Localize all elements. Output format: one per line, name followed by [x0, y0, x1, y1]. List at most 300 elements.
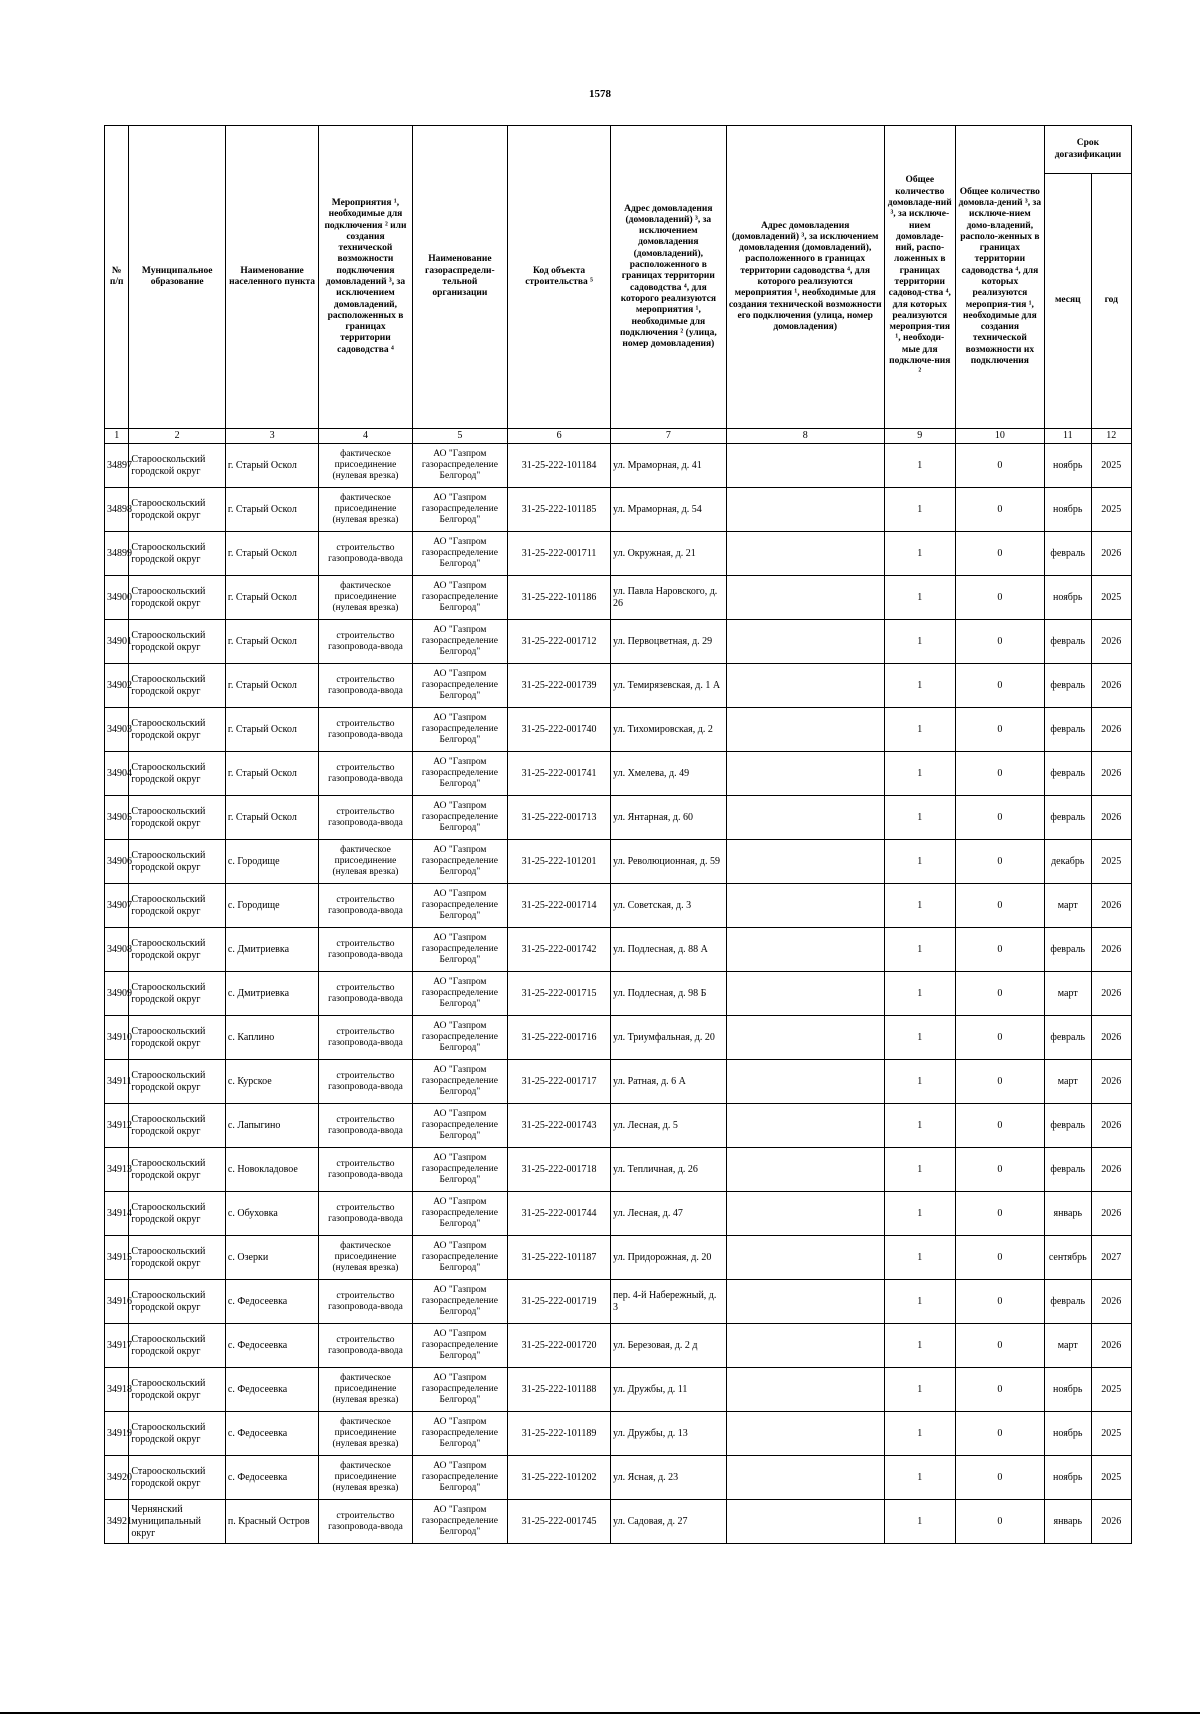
- column-index: 4: [319, 429, 412, 444]
- address-capability-cell: [726, 1280, 884, 1324]
- gas-organization-cell: АО "Газпром газораспределение Белгород": [412, 972, 507, 1016]
- municipality-cell: Старооскольский городской округ: [129, 708, 226, 752]
- address-connection-cell: ул. Подлесная, д. 98 Б: [611, 972, 727, 1016]
- column-index: 9: [884, 429, 955, 444]
- measure-cell: фактическое присоединение (нулевая врезка): [319, 1412, 412, 1456]
- gas-organization-cell: АО "Газпром газораспределение Белгород": [412, 444, 507, 488]
- row-number: 34897: [105, 444, 129, 488]
- gas-organization-cell: АО "Газпром газораспределение Белгород": [412, 796, 507, 840]
- object-code-cell: 31-25-222-001719: [508, 1280, 611, 1324]
- municipality-cell: Старооскольский городской округ: [129, 1148, 226, 1192]
- table-row: [105, 1148, 1132, 1192]
- municipality-cell: Старооскольский городской округ: [129, 444, 226, 488]
- row-number: 34912: [105, 1104, 129, 1148]
- term-year-cell: 2026: [1091, 1324, 1131, 1368]
- table-row: [105, 928, 1132, 972]
- term-month-cell: ноябрь: [1044, 1412, 1091, 1456]
- object-code-cell: 31-25-222-001715: [508, 972, 611, 1016]
- table-row: [105, 1280, 1132, 1324]
- object-code-cell: 31-25-222-001712: [508, 620, 611, 664]
- table-row: [105, 752, 1132, 796]
- table-row: [105, 444, 1132, 488]
- row-number: 34910: [105, 1016, 129, 1060]
- address-connection-cell: ул. Павла Наровского, д. 26: [611, 576, 727, 620]
- settlement-cell: г. Старый Оскол: [225, 708, 318, 752]
- address-capability-cell: [726, 708, 884, 752]
- header-settlement: Наименование населенного пункта: [225, 126, 318, 429]
- row-number: 34920: [105, 1456, 129, 1500]
- row-number: 34900: [105, 576, 129, 620]
- municipality-cell: Старооскольский городской округ: [129, 1368, 226, 1412]
- gas-organization-cell: АО "Газпром газораспределение Белгород": [412, 664, 507, 708]
- object-code-cell: 31-25-222-001713: [508, 796, 611, 840]
- address-capability-cell: [726, 1324, 884, 1368]
- row-number: 34913: [105, 1148, 129, 1192]
- header-municipality: Муниципальное образование: [129, 126, 226, 429]
- gas-organization-cell: АО "Газпром газораспределение Белгород": [412, 1236, 507, 1280]
- table-row: [105, 620, 1132, 664]
- municipality-cell: Старооскольский городской округ: [129, 840, 226, 884]
- row-number: 34903: [105, 708, 129, 752]
- row-number: 34919: [105, 1412, 129, 1456]
- gas-organization-cell: АО "Газпром газораспределение Белгород": [412, 620, 507, 664]
- measure-cell: строительство газопровода-ввода: [319, 752, 412, 796]
- address-capability-cell: [726, 620, 884, 664]
- table-row: [105, 1324, 1132, 1368]
- term-month-cell: февраль: [1044, 1280, 1091, 1324]
- count-capability-cell: 0: [955, 1456, 1044, 1500]
- term-year-cell: 2026: [1091, 1280, 1131, 1324]
- count-connection-cell: 1: [884, 1148, 955, 1192]
- count-connection-cell: 1: [884, 664, 955, 708]
- address-capability-cell: [726, 576, 884, 620]
- municipality-cell: Чернянский муниципальный округ: [129, 1500, 226, 1544]
- table-row: [105, 1500, 1132, 1544]
- count-connection-cell: 1: [884, 1412, 955, 1456]
- table-row: [105, 708, 1132, 752]
- address-connection-cell: ул. Окружная, д. 21: [611, 532, 727, 576]
- row-number: 34901: [105, 620, 129, 664]
- address-connection-cell: ул. Мраморная, д. 54: [611, 488, 727, 532]
- address-capability-cell: [726, 1060, 884, 1104]
- term-year-cell: 2026: [1091, 972, 1131, 1016]
- row-number: 34899: [105, 532, 129, 576]
- gas-organization-cell: АО "Газпром газораспределение Белгород": [412, 708, 507, 752]
- gas-organization-cell: АО "Газпром газораспределение Белгород": [412, 1500, 507, 1544]
- object-code-cell: 31-25-222-001718: [508, 1148, 611, 1192]
- measure-cell: фактическое присоединение (нулевая врезка): [319, 840, 412, 884]
- term-month-cell: ноябрь: [1044, 444, 1091, 488]
- term-month-cell: сентябрь: [1044, 1236, 1091, 1280]
- object-code-cell: 31-25-222-101189: [508, 1412, 611, 1456]
- bottom-rule: [0, 1712, 1200, 1714]
- term-month-cell: февраль: [1044, 1016, 1091, 1060]
- column-index: 7: [611, 429, 727, 444]
- municipality-cell: Старооскольский городской округ: [129, 1060, 226, 1104]
- settlement-cell: с. Новокладовое: [225, 1148, 318, 1192]
- measure-cell: фактическое присоединение (нулевая врезка): [319, 444, 412, 488]
- count-connection-cell: 1: [884, 620, 955, 664]
- table-row: [105, 1192, 1132, 1236]
- count-connection-cell: 1: [884, 1192, 955, 1236]
- count-connection-cell: 1: [884, 1500, 955, 1544]
- gas-organization-cell: АО "Газпром газораспределение Белгород": [412, 1324, 507, 1368]
- term-month-cell: март: [1044, 972, 1091, 1016]
- count-capability-cell: 0: [955, 840, 1044, 884]
- term-year-cell: 2025: [1091, 1368, 1131, 1412]
- settlement-cell: г. Старый Оскол: [225, 664, 318, 708]
- term-month-cell: март: [1044, 1060, 1091, 1104]
- count-capability-cell: 0: [955, 620, 1044, 664]
- count-capability-cell: 0: [955, 1500, 1044, 1544]
- term-year-cell: 2026: [1091, 928, 1131, 972]
- count-connection-cell: 1: [884, 1324, 955, 1368]
- settlement-cell: г. Старый Оскол: [225, 488, 318, 532]
- header-year: год: [1091, 174, 1131, 429]
- address-capability-cell: [726, 840, 884, 884]
- count-capability-cell: 0: [955, 1324, 1044, 1368]
- municipality-cell: Старооскольский городской округ: [129, 1104, 226, 1148]
- municipality-cell: Старооскольский городской округ: [129, 884, 226, 928]
- term-month-cell: февраль: [1044, 664, 1091, 708]
- address-capability-cell: [726, 444, 884, 488]
- measure-cell: строительство газопровода-ввода: [319, 532, 412, 576]
- term-month-cell: февраль: [1044, 796, 1091, 840]
- settlement-cell: г. Старый Оскол: [225, 796, 318, 840]
- header-count-capability: Общее количество домовла-дений ³, за исключе-нием домо-владений, располо-женных в границах территории садоводства ⁴, для которых реализуются мероприя-тия ¹, необходимые для создания технической возможности их подключения: [955, 126, 1044, 429]
- count-capability-cell: 0: [955, 752, 1044, 796]
- column-index: 2: [129, 429, 226, 444]
- count-capability-cell: 0: [955, 576, 1044, 620]
- object-code-cell: 31-25-222-101187: [508, 1236, 611, 1280]
- address-capability-cell: [726, 796, 884, 840]
- settlement-cell: с. Каплино: [225, 1016, 318, 1060]
- address-capability-cell: [726, 928, 884, 972]
- count-capability-cell: 0: [955, 1104, 1044, 1148]
- count-capability-cell: 0: [955, 928, 1044, 972]
- address-connection-cell: ул. Придорожная, д. 20: [611, 1236, 727, 1280]
- count-connection-cell: 1: [884, 1456, 955, 1500]
- column-index: 3: [225, 429, 318, 444]
- object-code-cell: 31-25-222-001739: [508, 664, 611, 708]
- object-code-cell: 31-25-222-001741: [508, 752, 611, 796]
- municipality-cell: Старооскольский городской округ: [129, 1236, 226, 1280]
- count-connection-cell: 1: [884, 884, 955, 928]
- term-month-cell: февраль: [1044, 928, 1091, 972]
- table-row: [105, 1456, 1132, 1500]
- settlement-cell: с. Дмитриевка: [225, 928, 318, 972]
- row-number: 34906: [105, 840, 129, 884]
- count-connection-cell: 1: [884, 1280, 955, 1324]
- address-connection-cell: ул. Темирязевская, д. 1 А: [611, 664, 727, 708]
- table-row: [105, 1412, 1132, 1456]
- measure-cell: строительство газопровода-ввода: [319, 1324, 412, 1368]
- count-connection-cell: 1: [884, 1368, 955, 1412]
- count-connection-cell: 1: [884, 444, 955, 488]
- settlement-cell: с. Федосеевка: [225, 1280, 318, 1324]
- count-capability-cell: 0: [955, 708, 1044, 752]
- term-year-cell: 2026: [1091, 532, 1131, 576]
- term-month-cell: январь: [1044, 1192, 1091, 1236]
- address-capability-cell: [726, 488, 884, 532]
- table-row: [105, 884, 1132, 928]
- count-capability-cell: 0: [955, 664, 1044, 708]
- settlement-cell: с. Городище: [225, 840, 318, 884]
- address-connection-cell: ул. Подлесная, д. 88 А: [611, 928, 727, 972]
- table-row: [105, 1368, 1132, 1412]
- municipality-cell: Старооскольский городской округ: [129, 1324, 226, 1368]
- address-connection-cell: ул. Советская, д. 3: [611, 884, 727, 928]
- address-capability-cell: [726, 752, 884, 796]
- settlement-cell: с. Федосеевка: [225, 1368, 318, 1412]
- address-capability-cell: [726, 1412, 884, 1456]
- address-connection-cell: ул. Лесная, д. 5: [611, 1104, 727, 1148]
- term-year-cell: 2026: [1091, 1192, 1131, 1236]
- settlement-cell: г. Старый Оскол: [225, 532, 318, 576]
- column-index: 1: [105, 429, 129, 444]
- object-code-cell: 31-25-222-001720: [508, 1324, 611, 1368]
- term-month-cell: март: [1044, 1324, 1091, 1368]
- measure-cell: фактическое присоединение (нулевая врезка): [319, 1456, 412, 1500]
- settlement-cell: г. Старый Оскол: [225, 752, 318, 796]
- count-capability-cell: 0: [955, 488, 1044, 532]
- address-connection-cell: ул. Триумфальная, д. 20: [611, 1016, 727, 1060]
- municipality-cell: Старооскольский городской округ: [129, 1412, 226, 1456]
- term-year-cell: 2026: [1091, 884, 1131, 928]
- term-month-cell: февраль: [1044, 620, 1091, 664]
- address-capability-cell: [726, 884, 884, 928]
- municipality-cell: Старооскольский городской округ: [129, 752, 226, 796]
- table-row: [105, 796, 1132, 840]
- term-year-cell: 2026: [1091, 664, 1131, 708]
- gas-organization-cell: АО "Газпром газораспределение Белгород": [412, 752, 507, 796]
- settlement-cell: с. Лапыгино: [225, 1104, 318, 1148]
- address-capability-cell: [726, 1500, 884, 1544]
- row-number: 34905: [105, 796, 129, 840]
- row-number: 34909: [105, 972, 129, 1016]
- gas-organization-cell: АО "Газпром газораспределение Белгород": [412, 1456, 507, 1500]
- address-capability-cell: [726, 664, 884, 708]
- term-month-cell: ноябрь: [1044, 1368, 1091, 1412]
- term-year-cell: 2025: [1091, 1412, 1131, 1456]
- measure-cell: строительство газопровода-ввода: [319, 972, 412, 1016]
- settlement-cell: с. Курское: [225, 1060, 318, 1104]
- address-connection-cell: ул. Тихомировская, д. 2: [611, 708, 727, 752]
- count-connection-cell: 1: [884, 796, 955, 840]
- settlement-cell: с. Обуховка: [225, 1192, 318, 1236]
- address-connection-cell: ул. Революционная, д. 59: [611, 840, 727, 884]
- count-capability-cell: 0: [955, 532, 1044, 576]
- gas-organization-cell: АО "Газпром газораспределение Белгород": [412, 1412, 507, 1456]
- municipality-cell: Старооскольский городской округ: [129, 1280, 226, 1324]
- municipality-cell: Старооскольский городской округ: [129, 928, 226, 972]
- row-number: 34916: [105, 1280, 129, 1324]
- term-month-cell: ноябрь: [1044, 488, 1091, 532]
- measure-cell: фактическое присоединение (нулевая врезка): [319, 1236, 412, 1280]
- column-index: 5: [412, 429, 507, 444]
- term-month-cell: декабрь: [1044, 840, 1091, 884]
- municipality-cell: Старооскольский городской округ: [129, 664, 226, 708]
- settlement-cell: г. Старый Оскол: [225, 620, 318, 664]
- row-number: 34898: [105, 488, 129, 532]
- header-count-connection: Общее количество домовладе-ний ³, за исключе-нием домовладе-ний, распо-ложенных в границах территории садовод-ства ⁴, для которых реализуются мероприя-тия ¹, необходи-мые для подключе-ния ²: [884, 126, 955, 429]
- count-capability-cell: 0: [955, 972, 1044, 1016]
- term-month-cell: февраль: [1044, 1148, 1091, 1192]
- address-capability-cell: [726, 1016, 884, 1060]
- address-capability-cell: [726, 1456, 884, 1500]
- municipality-cell: Старооскольский городской округ: [129, 488, 226, 532]
- term-month-cell: февраль: [1044, 708, 1091, 752]
- settlement-cell: п. Красный Остров: [225, 1500, 318, 1544]
- header-number: № п/п: [105, 126, 129, 429]
- object-code-cell: 31-25-222-101186: [508, 576, 611, 620]
- gas-organization-cell: АО "Газпром газораспределение Белгород": [412, 1104, 507, 1148]
- column-index: 10: [955, 429, 1044, 444]
- count-connection-cell: 1: [884, 576, 955, 620]
- gas-organization-cell: АО "Газпром газораспределение Белгород": [412, 532, 507, 576]
- municipality-cell: Старооскольский городской округ: [129, 532, 226, 576]
- table-row: [105, 576, 1132, 620]
- term-month-cell: ноябрь: [1044, 1456, 1091, 1500]
- column-index: 11: [1044, 429, 1091, 444]
- municipality-cell: Старооскольский городской округ: [129, 620, 226, 664]
- header-address-capability: Адрес домовладения (домовладений) ³, за исключением домовладения (домовладений), расположенного в границах территории садоводства ⁴, для которого реализуются мероприятия ¹, необходимые для создания технической возможности его подключения (улица, номер домовладения): [726, 126, 884, 429]
- settlement-cell: с. Федосеевка: [225, 1456, 318, 1500]
- row-number: 34908: [105, 928, 129, 972]
- table-row: [105, 1060, 1132, 1104]
- municipality-cell: Старооскольский городской округ: [129, 1192, 226, 1236]
- count-capability-cell: 0: [955, 444, 1044, 488]
- address-connection-cell: ул. Ясная, д. 23: [611, 1456, 727, 1500]
- address-connection-cell: ул. Дружбы, д. 11: [611, 1368, 727, 1412]
- settlement-cell: г. Старый Оскол: [225, 576, 318, 620]
- gas-organization-cell: АО "Газпром газораспределение Белгород": [412, 840, 507, 884]
- gas-organization-cell: АО "Газпром газораспределение Белгород": [412, 1192, 507, 1236]
- term-year-cell: 2026: [1091, 708, 1131, 752]
- term-year-cell: 2026: [1091, 1148, 1131, 1192]
- count-capability-cell: 0: [955, 796, 1044, 840]
- header-gas-organization: Наименование газораспредели-тельной организации: [412, 126, 507, 429]
- object-code-cell: 31-25-222-001745: [508, 1500, 611, 1544]
- measure-cell: строительство газопровода-ввода: [319, 1016, 412, 1060]
- term-year-cell: 2026: [1091, 1500, 1131, 1544]
- header-measures: Мероприятия ¹, необходимые для подключения ² или создания технической возможности подключения домовладений ³, за исключением домовладений, расположенных в границах территории садоводства ⁴: [319, 126, 412, 429]
- municipality-cell: Старооскольский городской округ: [129, 1456, 226, 1500]
- address-connection-cell: ул. Первоцветная, д. 29: [611, 620, 727, 664]
- count-connection-cell: 1: [884, 1236, 955, 1280]
- row-number: 34902: [105, 664, 129, 708]
- address-capability-cell: [726, 1104, 884, 1148]
- header-address-connection: Адрес домовладения (домовладений) ³, за исключением домовладения (домовладений), расположенного в границах территории садоводства ⁴, для которого реализуются мероприятия ¹, необходимые для подключения ² (улица, номер домовладения): [611, 126, 727, 429]
- term-month-cell: ноябрь: [1044, 576, 1091, 620]
- address-connection-cell: ул. Березовая, д. 2 д: [611, 1324, 727, 1368]
- count-connection-cell: 1: [884, 488, 955, 532]
- object-code-cell: 31-25-222-001743: [508, 1104, 611, 1148]
- measure-cell: строительство газопровода-ввода: [319, 1104, 412, 1148]
- count-connection-cell: 1: [884, 928, 955, 972]
- measure-cell: фактическое присоединение (нулевая врезка): [319, 1368, 412, 1412]
- measure-cell: строительство газопровода-ввода: [319, 1148, 412, 1192]
- row-number: 34917: [105, 1324, 129, 1368]
- address-connection-cell: ул. Хмелева, д. 49: [611, 752, 727, 796]
- column-index: 12: [1091, 429, 1131, 444]
- address-connection-cell: ул. Ратная, д. 6 А: [611, 1060, 727, 1104]
- settlement-cell: с. Городище: [225, 884, 318, 928]
- term-year-cell: 2025: [1091, 840, 1131, 884]
- settlement-cell: с. Федосеевка: [225, 1412, 318, 1456]
- gas-organization-cell: АО "Газпром газораспределение Белгород": [412, 928, 507, 972]
- address-capability-cell: [726, 972, 884, 1016]
- table-row: [105, 664, 1132, 708]
- column-index-row: [105, 429, 1132, 444]
- term-year-cell: 2025: [1091, 444, 1131, 488]
- count-connection-cell: 1: [884, 1016, 955, 1060]
- count-capability-cell: 0: [955, 1192, 1044, 1236]
- address-capability-cell: [726, 532, 884, 576]
- measure-cell: строительство газопровода-ввода: [319, 620, 412, 664]
- count-connection-cell: 1: [884, 1060, 955, 1104]
- object-code-cell: 31-25-222-101185: [508, 488, 611, 532]
- count-connection-cell: 1: [884, 972, 955, 1016]
- row-number: 34918: [105, 1368, 129, 1412]
- term-year-cell: 2026: [1091, 1016, 1131, 1060]
- measure-cell: фактическое присоединение (нулевая врезка): [319, 576, 412, 620]
- address-connection-cell: ул. Янтарная, д. 60: [611, 796, 727, 840]
- count-capability-cell: 0: [955, 1148, 1044, 1192]
- settlement-cell: с. Федосеевка: [225, 1324, 318, 1368]
- header-term: Срок догазификации: [1044, 126, 1131, 174]
- header-month: месяц: [1044, 174, 1091, 429]
- object-code-cell: 31-25-222-101188: [508, 1368, 611, 1412]
- term-year-cell: 2026: [1091, 752, 1131, 796]
- object-code-cell: 31-25-222-001744: [508, 1192, 611, 1236]
- term-month-cell: февраль: [1044, 1104, 1091, 1148]
- row-number: 34911: [105, 1060, 129, 1104]
- object-code-cell: 31-25-222-001716: [508, 1016, 611, 1060]
- object-code-cell: 31-25-222-001711: [508, 532, 611, 576]
- settlement-cell: с. Озерки: [225, 1236, 318, 1280]
- municipality-cell: Старооскольский городской округ: [129, 796, 226, 840]
- table-row: [105, 488, 1132, 532]
- term-month-cell: февраль: [1044, 752, 1091, 796]
- object-code-cell: 31-25-222-101184: [508, 444, 611, 488]
- row-number: 34904: [105, 752, 129, 796]
- count-connection-cell: 1: [884, 840, 955, 884]
- count-connection-cell: 1: [884, 1104, 955, 1148]
- term-year-cell: 2027: [1091, 1236, 1131, 1280]
- term-year-cell: 2026: [1091, 796, 1131, 840]
- measure-cell: строительство газопровода-ввода: [319, 1280, 412, 1324]
- object-code-cell: 31-25-222-101201: [508, 840, 611, 884]
- object-code-cell: 31-25-222-001714: [508, 884, 611, 928]
- row-number: 34915: [105, 1236, 129, 1280]
- table-row: [105, 972, 1132, 1016]
- row-number: 34921: [105, 1500, 129, 1544]
- column-index: 6: [508, 429, 611, 444]
- count-capability-cell: 0: [955, 1016, 1044, 1060]
- address-connection-cell: ул. Садовая, д. 27: [611, 1500, 727, 1544]
- term-year-cell: 2025: [1091, 576, 1131, 620]
- address-connection-cell: ул. Мраморная, д. 41: [611, 444, 727, 488]
- object-code-cell: 31-25-222-101202: [508, 1456, 611, 1500]
- term-year-cell: 2026: [1091, 620, 1131, 664]
- address-connection-cell: пер. 4-й Набережный, д. 3: [611, 1280, 727, 1324]
- address-capability-cell: [726, 1368, 884, 1412]
- table-row: [105, 532, 1132, 576]
- municipality-cell: Старооскольский городской округ: [129, 576, 226, 620]
- gas-organization-cell: АО "Газпром газораспределение Белгород": [412, 1148, 507, 1192]
- count-capability-cell: 0: [955, 884, 1044, 928]
